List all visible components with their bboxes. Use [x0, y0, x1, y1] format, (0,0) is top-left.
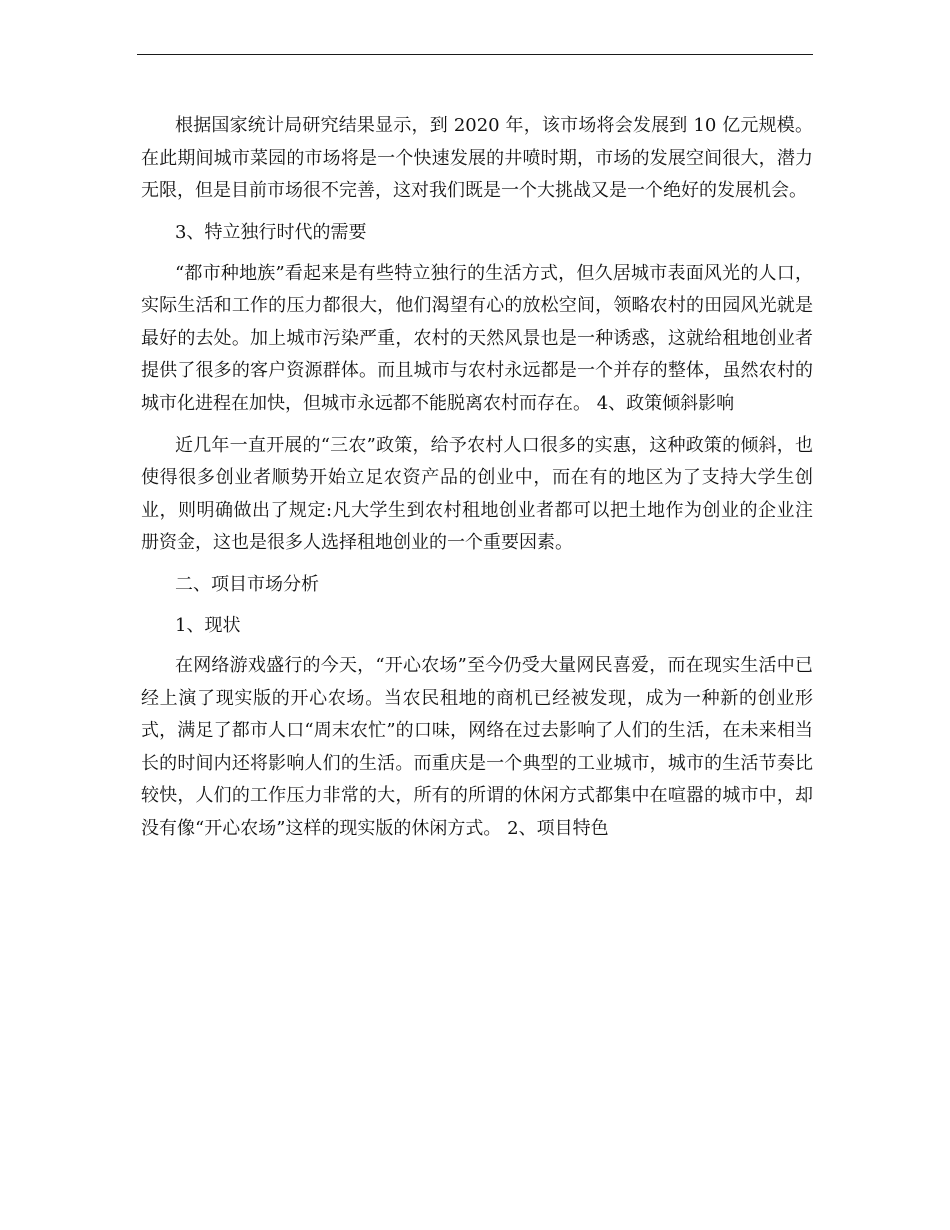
document-body — [141, 110, 813, 855]
paragraph-happy-farm: 在网络游戏盛行的今天，“开心农场”至今仍受大量网民喜爱，而在现实生活中已经上演了现实版的开心农场。当农民租地的商机已经被发现，成为一种新的创业形式，满足了都市人口“周末农忙”的口味，网络在过去影响了人们的生活，在未来相当长的时间内还将影响人们的生活。而重庆是一个典型的工业城市，城市的生活节奏比较快，人们的工作压力非常的大，所有的所谓的休闲方式都集中在喧嚣的城市中，却没有像“开心农场”这样的现实版的休闲方式。 2、项目特色 — [141, 655, 813, 839]
header-rule — [137, 54, 813, 55]
paragraph-urban-farmers: “都市种地族”看起来是有些特立独行的生活方式，但久居城市表面风光的人口，实际生活和工作的压力都很大，他们渴望有心的放松空间，领略农村的田园风光就是最好的去处。加上城市污染严重，农村的天然风景也是一种诱惑，这就给租地创业者提供了很多的客户资源群体。而且城市与农村永远都是一个并存的整体，虽然农村的城市化进程在加快，但城市永远都不能脱离农村而存在。 4、政策倾斜影响 — [141, 262, 813, 414]
heading-status: 1、现状 — [175, 614, 241, 636]
paragraph-policy: 近几年一直开展的“三农”政策，给予农村人口很多的实惠，这种政策的倾斜，也使得很多创业者顺势开始立足农资产品的创业中，而在有的地区为了支持大学生创业，则明确做出了规定:凡大学生到农村租地创业者都可以把土地作为创业的企业注册资金，这也是很多人选择租地创业的一个重要因素。 — [141, 434, 813, 553]
heading-market-analysis: 二、项目市场分析 — [175, 574, 319, 595]
heading-independent-era: 3、特立独行时代的需要 — [175, 222, 367, 243]
paragraph-market-scale: 根据国家统计局研究结果显示，到 2020 年，该市场将会发展到 10 亿元规模。在此期间城市菜园的市场将是一个快速发展的井喷时期，市场的发展空间很大，潜力无限，但是目前市场很不完善，这对我们既是一个大挑战又是一个绝好的发展机会。 — [141, 115, 813, 201]
